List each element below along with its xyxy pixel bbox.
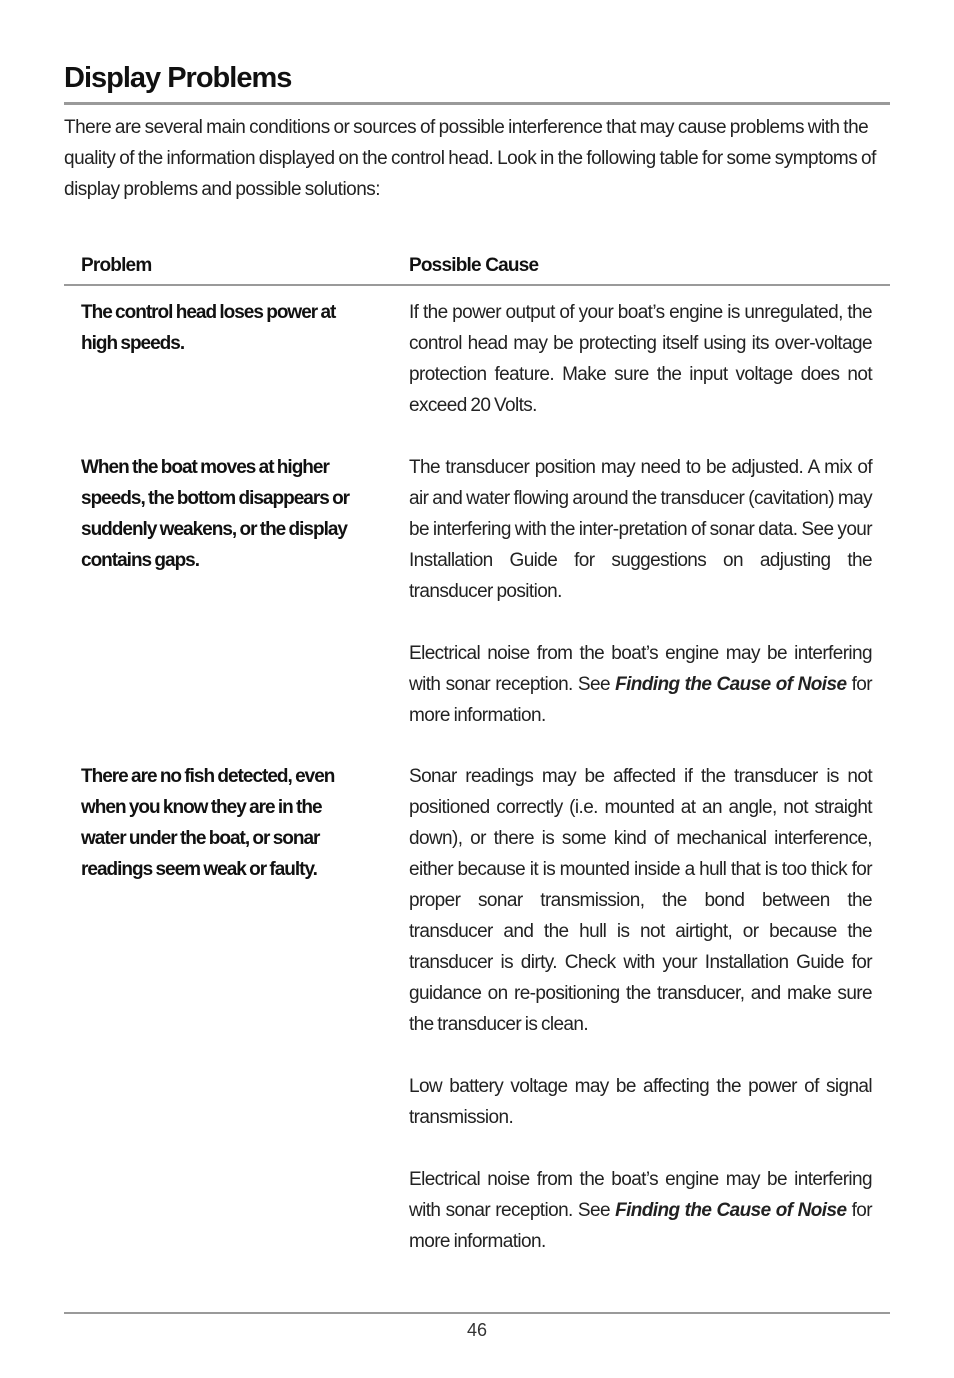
- cause-list: [409, 297, 872, 452]
- cause-text-post: for more information.: [409, 1200, 872, 1252]
- cross-reference-link[interactable]: Finding the Cause of Noise: [615, 1200, 847, 1221]
- cause-list: [409, 761, 872, 1288]
- cause-text-post: for more information.: [409, 674, 872, 726]
- table-header: [64, 250, 890, 286]
- cross-reference-link[interactable]: Finding the Cause of Noise: [615, 674, 847, 695]
- header-problem: Problem: [81, 255, 152, 276]
- page-title: Display Problems: [64, 62, 292, 94]
- problem-text: When the boat moves at higher speeds, the bottom disappears or suddenly weakens, or the display contains gaps.: [81, 457, 350, 571]
- footer-divider: [64, 1312, 890, 1314]
- cause-text: [409, 638, 872, 731]
- cause-text: [409, 1164, 872, 1257]
- cause-text: Low battery voltage may be affecting the power of signal transmission.: [409, 1076, 872, 1128]
- intro-paragraph: There are several main conditions or sources of possible interference that may cause problems with the quality of the information displayed on the control head. Look in the following table for some symptoms of display problems and possible solutions:: [64, 117, 876, 200]
- cause-text: Sonar readings may be affected if the transducer is not positioned correctly (i.e. mounted at an angle, not straight down), or there is some kind of mechanical interference, either because it is mounted inside a hull that is too thick for proper sonar transmission, the bond between the transducer and the hull is not airtight, or because the transducer is dirty. Check with your Installation Guide for guidance on re-positioning the transducer, and make sure the transducer is clean.: [409, 766, 872, 1035]
- title-divider: [64, 102, 890, 105]
- cause-text: If the power output of your boat’s engine is unregulated, the control head may be protecting itself using its over-voltage protection feature. Make sure the input voltage does not exceed 20 Volts.: [409, 302, 872, 416]
- cause-text-pre: Electrical noise from the boat’s engine may be interfering with sonar reception. See: [409, 1169, 872, 1221]
- problem-text: There are no fish detected, even when you know they are in the water under the boat, or sonar readings seem weak or faulty.: [81, 766, 335, 880]
- cause-list: [409, 452, 872, 762]
- problem-text: The control head loses power at high speeds.: [81, 302, 336, 354]
- cause-text-pre: Electrical noise from the boat’s engine may be interfering with sonar reception. See: [409, 643, 872, 695]
- cause-text: The transducer position may need to be adjusted. A mix of air and water flowing around the transducer (cavitation) may be interfering with the inter-pretation of sonar data. See your Installation Guide for suggestions on adjusting the transducer position.: [409, 457, 872, 602]
- header-possible-cause: Possible Cause: [409, 255, 539, 276]
- page-number: 46: [466, 1320, 488, 1340]
